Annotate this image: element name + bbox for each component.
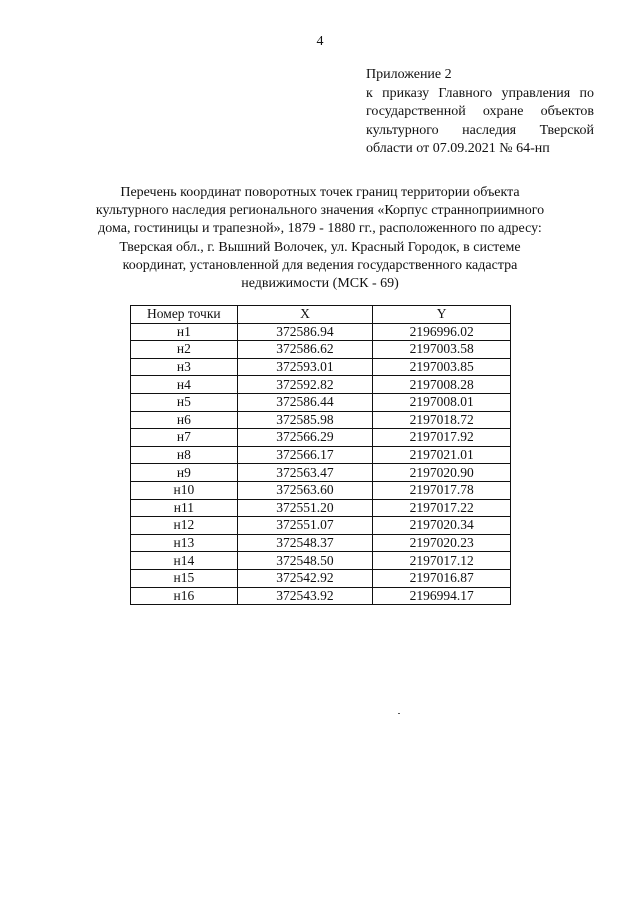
cell-x: 372593.01 (237, 358, 373, 376)
appendix-block (366, 66, 594, 159)
cell-y: 2197021.01 (373, 446, 511, 464)
appendix-line: государственной охране объектов (366, 104, 594, 119)
cell-x: 372586.44 (237, 393, 373, 411)
table-row (131, 393, 511, 411)
cell-point-number: н12 (131, 517, 238, 535)
cell-x: 372548.50 (237, 552, 373, 570)
cell-y: 2197018.72 (373, 411, 511, 429)
cell-point-number: н4 (131, 376, 238, 394)
table-row (131, 323, 511, 341)
title-line: координат, установленной для ведения государственного кадастра (122, 257, 518, 273)
cell-x: 372563.47 (237, 464, 373, 482)
table-row (131, 481, 511, 499)
cell-point-number: н9 (131, 464, 238, 482)
table-header-row (131, 306, 511, 324)
cell-x: 372563.60 (237, 481, 373, 499)
appendix-line: Приложение 2 (366, 67, 452, 82)
table-row (131, 534, 511, 552)
appendix-line: к приказу Главного управления по (366, 85, 594, 101)
table-row (131, 587, 511, 605)
cell-x: 372548.37 (237, 534, 373, 552)
table-row (131, 569, 511, 587)
coordinates-table (130, 305, 511, 605)
title-line: Тверская обл., г. Вышний Волочек, ул. Красный Городок, в системе (119, 239, 521, 255)
cell-point-number: н8 (131, 446, 238, 464)
header-point-number: Номер точки (131, 306, 238, 324)
title-line: дома, гостиницы и трапезной», 1879 - 1880 гг., расположенного по адресу: (98, 221, 542, 237)
cell-point-number: н7 (131, 429, 238, 447)
cell-x: 372551.20 (237, 499, 373, 517)
cell-x: 372566.17 (237, 446, 373, 464)
header-x: X (237, 306, 373, 324)
table-row (131, 552, 511, 570)
header-y: Y (373, 306, 511, 324)
cell-point-number: н5 (131, 393, 238, 411)
table-row (131, 517, 511, 535)
table-row (131, 376, 511, 394)
document-title (60, 184, 580, 293)
cell-y: 2197008.28 (373, 376, 511, 394)
cell-point-number: н1 (131, 323, 238, 341)
cell-x: 372586.94 (237, 323, 373, 341)
cell-y: 2197003.85 (373, 358, 511, 376)
cell-y: 2197017.12 (373, 552, 511, 570)
table-row (131, 499, 511, 517)
table-body (131, 323, 511, 605)
cell-y: 2197008.01 (373, 393, 511, 411)
cell-x: 372543.92 (237, 587, 373, 605)
title-line: Перечень координат поворотных точек границ территории объекта (120, 185, 520, 200)
appendix-line: области от 07.09.2021 № 64-нп (366, 141, 550, 156)
cell-y: 2197020.34 (373, 517, 511, 535)
cell-point-number: н11 (131, 499, 238, 517)
cell-y: 2196994.17 (373, 587, 511, 605)
cell-y: 2197017.92 (373, 429, 511, 447)
cell-point-number: н13 (131, 534, 238, 552)
table-row (131, 446, 511, 464)
cell-x: 372592.82 (237, 376, 373, 394)
page-number: 4 (316, 34, 324, 49)
cell-point-number: н14 (131, 552, 238, 570)
cell-y: 2197003.58 (373, 341, 511, 359)
cell-point-number: н16 (131, 587, 238, 605)
cell-point-number: н15 (131, 569, 238, 587)
cell-point-number: н3 (131, 358, 238, 376)
cell-x: 372566.29 (237, 429, 373, 447)
table-row (131, 341, 511, 359)
appendix-line: культурного наследия Тверской (366, 122, 594, 138)
cell-y: 2197020.23 (373, 534, 511, 552)
cell-y: 2196996.02 (373, 323, 511, 341)
cell-y: 2197017.22 (373, 499, 511, 517)
table-row (131, 411, 511, 429)
scan-speck (398, 713, 400, 714)
cell-x: 372542.92 (237, 569, 373, 587)
table-row (131, 429, 511, 447)
cell-point-number: н2 (131, 341, 238, 359)
cell-x: 372585.98 (237, 411, 373, 429)
cell-x: 372586.62 (237, 341, 373, 359)
cell-y: 2197016.87 (373, 569, 511, 587)
table-row (131, 464, 511, 482)
title-line: недвижимости (МСК - 69) (241, 276, 399, 292)
cell-point-number: н6 (131, 411, 238, 429)
cell-y: 2197017.78 (373, 481, 511, 499)
cell-x: 372551.07 (237, 517, 373, 535)
table-row (131, 358, 511, 376)
cell-point-number: н10 (131, 481, 238, 499)
title-line: культурного наследия регионального значения «Корпус странноприимного (95, 203, 545, 219)
cell-y: 2197020.90 (373, 464, 511, 482)
